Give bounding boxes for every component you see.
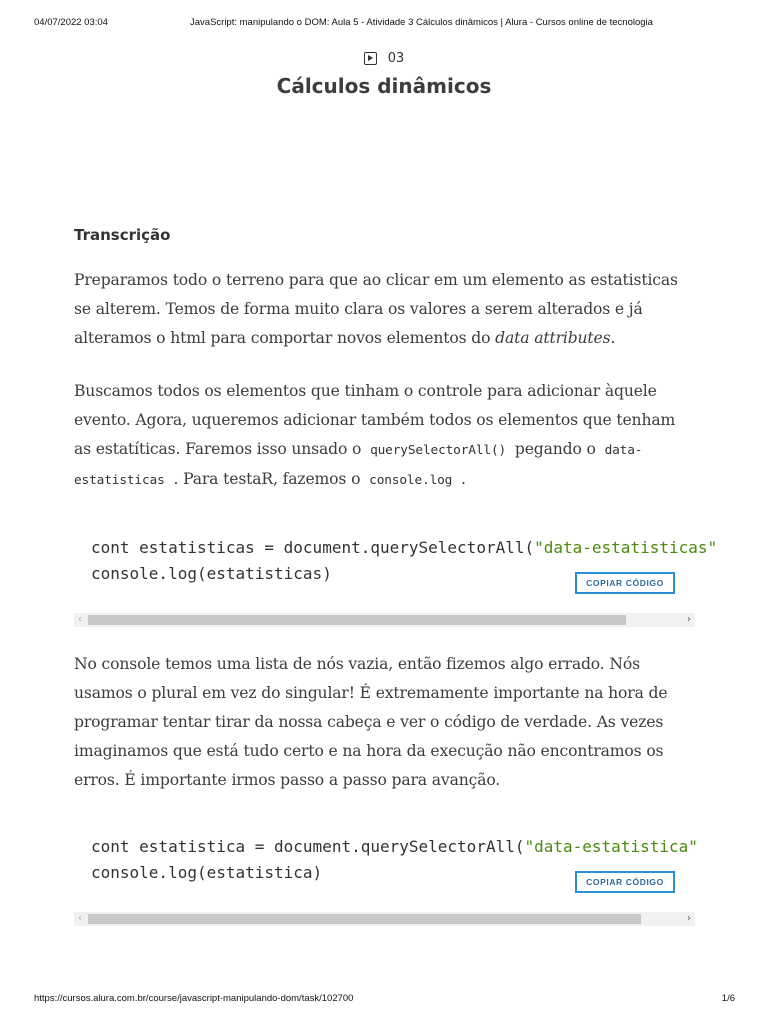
scroll-left-arrow-icon[interactable]: ‹ — [78, 614, 82, 625]
copy-code-button[interactable]: COPIAR CÓDIGO — [575, 572, 675, 594]
code-line: cont estatisticas = document.querySelectorAll("data-estatisticas" — [91, 538, 718, 557]
print-page-title: JavaScript: manipulando o DOM: Aula 5 - Atividade 3 Cálculos dinâmicos | Alura - Cursos online de tecnologia — [190, 17, 653, 28]
transcription-heading: Transcrição — [74, 226, 171, 244]
horizontal-scrollbar[interactable] — [74, 613, 695, 627]
lesson-number-text: 03 — [387, 51, 405, 66]
code-string: "data-estatisticas" — [534, 538, 718, 557]
scrollbar-thumb[interactable] — [88, 914, 641, 924]
emphasis-data-attributes: data attributes — [495, 329, 611, 347]
scroll-right-arrow-icon[interactable]: › — [687, 913, 691, 924]
page-title: Cálculos dinâmicos — [276, 74, 492, 98]
copy-code-button[interactable]: COPIAR CÓDIGO — [575, 871, 675, 893]
transcription-paragraph-1: Preparamos todo o terreno para que ao clicar em um elemento as estatisticas se alterem. Temos de forma muito clara os valores a serem alterados e já alteramos o html para comportar novos elementos do data attributes. — [74, 271, 678, 347]
code-line: cont estatistica = document.querySelectorAll("data-estatistica" — [91, 837, 698, 856]
inline-code-queryselectorall: querySelectorAll() — [370, 443, 507, 458]
print-url: https://cursos.alura.com.br/course/javascript-manipulando-dom/task/102700 — [34, 993, 354, 1004]
scroll-left-arrow-icon[interactable]: ‹ — [78, 913, 82, 924]
inline-code-data-estatisticas: data-estatisticas — [74, 443, 643, 488]
code-block-1 — [74, 535, 718, 629]
scroll-right-arrow-icon[interactable]: › — [687, 614, 691, 625]
lesson-number — [0, 51, 768, 66]
horizontal-scrollbar[interactable] — [74, 912, 695, 926]
transcription-paragraph-2: Buscamos todos os elementos que tinham o controle para adicionar àquele evento. Agora, uqueremos adicionar também todos os elementos que tenham as estatíticas. Faremos isso unsado o querySelectorAll() pegando o data-estatisticas . Para testaR, fazemos o console.log . — [74, 382, 676, 488]
inline-code-console-log: console.log — [369, 473, 453, 488]
code-line: console.log(estatistica) — [91, 863, 323, 882]
transcription-paragraph-3: No console temos uma lista de nós vazia, então fizemos algo errado. Nós usamos o plural em vez do singular! É extremamente importante na hora de programar tentar tirar da nossa cabeça e ver o código de verdade. As vezes imaginamos que está tudo certo e na hora da execução não encontramos os erros. É importante irmos passo a passo para avanção. — [74, 655, 668, 789]
print-page-number: 1/6 — [721, 993, 735, 1004]
code-block-2 — [74, 834, 698, 928]
print-datetime: 04/07/2022 03:04 — [34, 17, 108, 28]
code-line: console.log(estatisticas) — [91, 564, 332, 583]
code-string: "data-estatistica" — [524, 837, 698, 856]
scrollbar-thumb[interactable] — [88, 615, 626, 625]
play-icon — [364, 52, 377, 65]
